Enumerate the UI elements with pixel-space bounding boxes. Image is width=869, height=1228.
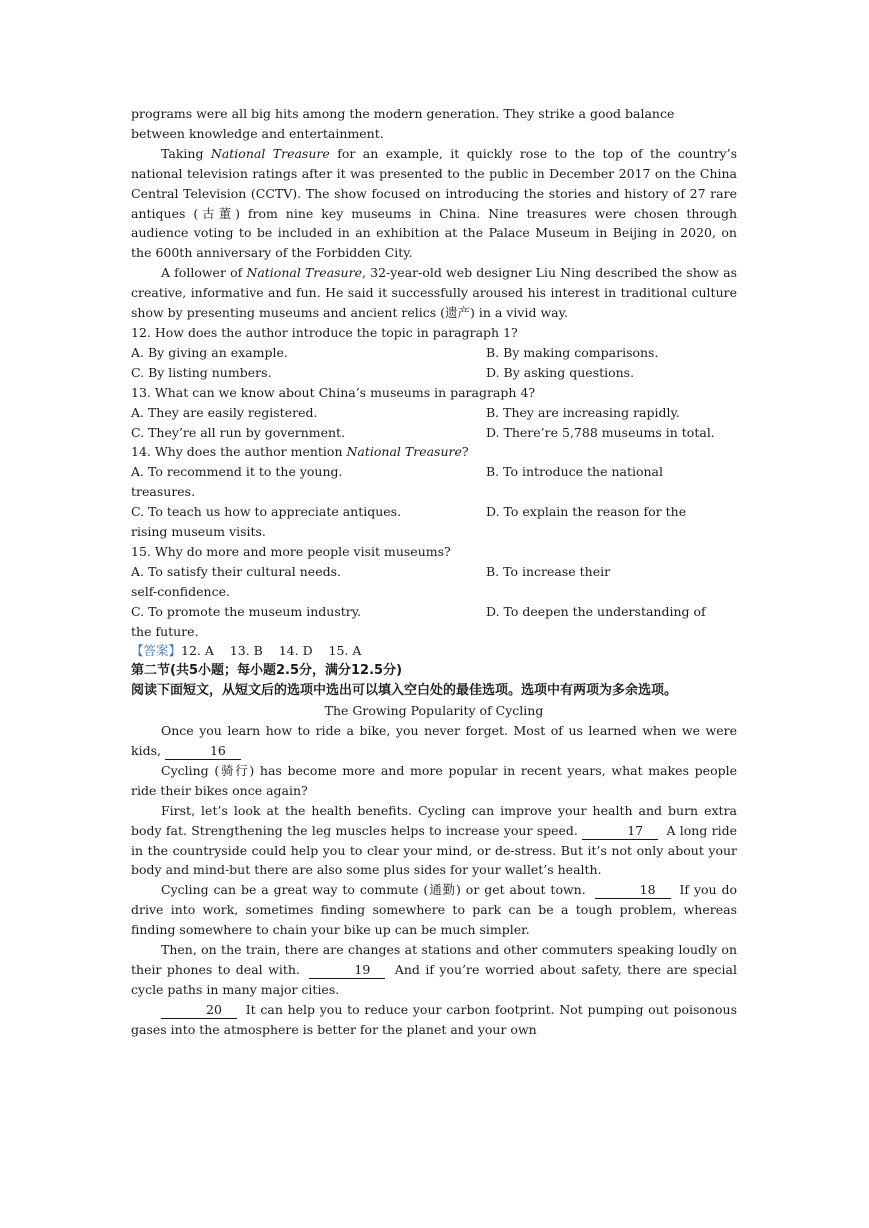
show-title: National Treasure: [246, 265, 362, 281]
option-b: B. By making comparisons.: [486, 344, 659, 360]
document-page: [131, 104, 737, 1040]
option-b-continuation: treasures.: [131, 484, 196, 500]
option-a: A. To satisfy their cultural needs.: [131, 563, 341, 579]
question-13-options-row-1: [131, 403, 737, 423]
show-title: National Treasure: [346, 444, 462, 460]
question-13-options-row-2: [131, 423, 737, 443]
option-d: D. By asking questions.: [486, 364, 635, 380]
paragraph-text: It can help you to reduce your carbon footprint. Not pumping out poisonous gases into the atmosphere is better for the planet and your own: [131, 1001, 737, 1037]
question-15-stem: 15. Why do more and more people visit museums?: [131, 543, 451, 559]
question-14-options-row-1: [131, 462, 737, 482]
question-15-options-row-2: [131, 602, 737, 622]
option-c: C. To teach us how to appreciate antiques.: [131, 504, 402, 520]
paragraph-text: A long ride in the countryside could help you to clear your mind, or de-stress. But it’s not only about your body and mind-but there are also some plus sides for your wallet’s health.: [131, 822, 737, 878]
option-d: D. To explain the reason for the: [486, 504, 687, 520]
paragraph-text: Taking: [161, 145, 211, 161]
paragraph-text: A follower of: [161, 265, 247, 281]
paragraph-text: Then, on the train, there are changes at stations and other commuters speaking loudly on their phones to deal with.: [131, 942, 737, 977]
paragraph-health: [131, 801, 737, 881]
question-14-options-row-2: [131, 502, 737, 522]
section-heading: 第二节(共5小题；每小题2.5分，满分12.5分): [131, 663, 403, 679]
question-12-stem: 12. How does the author introduce the topic in paragraph 1?: [131, 324, 518, 340]
option-b: B. They are increasing rapidly.: [486, 404, 680, 420]
question-text: ?: [461, 444, 469, 460]
question-15-options-row-1: [131, 562, 737, 582]
paragraph-national-treasure: [131, 144, 737, 263]
blank-20: 20: [161, 1002, 237, 1019]
option-a: A. To recommend it to the young.: [131, 464, 343, 480]
option-c: C. By listing numbers.: [131, 364, 272, 380]
paragraph-popularity: Cycling (骑行) has become more and more popular in recent years, what makes people ride their bikes once again?: [131, 762, 737, 798]
paragraph-text: First, let’s look at the health benefits. Cycling can improve your health and burn extra body fat. Strengthening the leg muscles helps to increase your speed.: [131, 802, 737, 838]
intro-line-2: between knowledge and entertainment.: [131, 125, 384, 141]
answer-text: 12. A 13. B 14. D 15. A: [181, 643, 362, 659]
paragraph-environment: [131, 1000, 737, 1040]
paragraph-text: , 32-year-old web designer Liu Ning described the show as creative, informative and fun. He said it successfully aroused his interest in traditional culture show by presenting museums and ancient relics (遗产) in a vivid way.: [131, 265, 737, 321]
passage-title: The Growing Popularity of Cycling: [324, 703, 544, 719]
answer-tag: 【答案】: [131, 643, 182, 659]
question-12-options-row-2: [131, 363, 737, 383]
show-title: National Treasure: [210, 145, 330, 161]
option-b-continuation: self-confidence.: [131, 583, 230, 599]
option-a: A. They are easily registered.: [131, 404, 318, 420]
option-c: C. To promote the museum industry.: [131, 603, 362, 619]
blank-19: 19: [309, 962, 385, 979]
question-text: 14. Why does the author mention: [131, 444, 347, 460]
paragraph-commute: [131, 880, 737, 940]
option-d: D. There’re 5,788 museums in total.: [486, 424, 715, 440]
paragraph-cycling-intro: [131, 721, 737, 761]
option-a: A. By giving an example.: [131, 344, 288, 360]
option-c: C. They’re all run by government.: [131, 424, 346, 440]
answer-key: [131, 641, 737, 661]
paragraph-text: If you do drive into work, sometimes finding somewhere to park can be a tough problem, whereas finding somewhere to chain your bike up can be much simpler.: [131, 882, 737, 938]
option-d: D. To deepen the understanding of: [486, 603, 706, 619]
section-instruction: 阅读下面短文，从短文后的选项中选出可以填入空白处的最佳选项。选项中有两项为多余选项。: [131, 683, 678, 699]
intro-line-1: programs were all big hits among the modern generation. They strike a good balance: [131, 106, 675, 121]
option-b: B. To increase their: [486, 563, 611, 579]
option-d-continuation: rising museum visits.: [131, 524, 266, 540]
option-b: B. To introduce the national: [486, 464, 663, 480]
paragraph-train: [131, 940, 737, 1000]
paragraph-text: for an example, it quickly rose to the top of the country’s national television ratings after it was presented to the public in December 2017 on the China Central Television (CCTV). The show focused on introducing the stories and history of 27 rare antiques (古董) from nine key museums in China. Nine treasures were chosen through audience voting to be included in an exhibition at the Palace Museum in Beijing in 2020, on the 600th anniversary of the Forbidden City.: [131, 145, 737, 261]
question-13-stem: 13. What can we know about China’s museums in paragraph 4?: [131, 384, 536, 400]
option-d-continuation: the future.: [131, 623, 199, 639]
paragraph-text: Once you learn how to ride a bike, you never forget. Most of us learned when we were kids,: [131, 723, 737, 758]
paragraph-text: And if you’re worried about safety, there are special cycle paths in many major cities.: [131, 961, 737, 997]
paragraph-text: Cycling can be a great way to commute (通勤) or get about town.: [161, 882, 591, 898]
blank-18: 18: [595, 882, 671, 899]
blank-17: 17: [582, 823, 658, 840]
question-12-options-row-1: [131, 343, 737, 363]
question-14-stem: [131, 442, 737, 462]
paragraph-liu-ning: [131, 263, 737, 323]
blank-16: 16: [165, 743, 241, 760]
